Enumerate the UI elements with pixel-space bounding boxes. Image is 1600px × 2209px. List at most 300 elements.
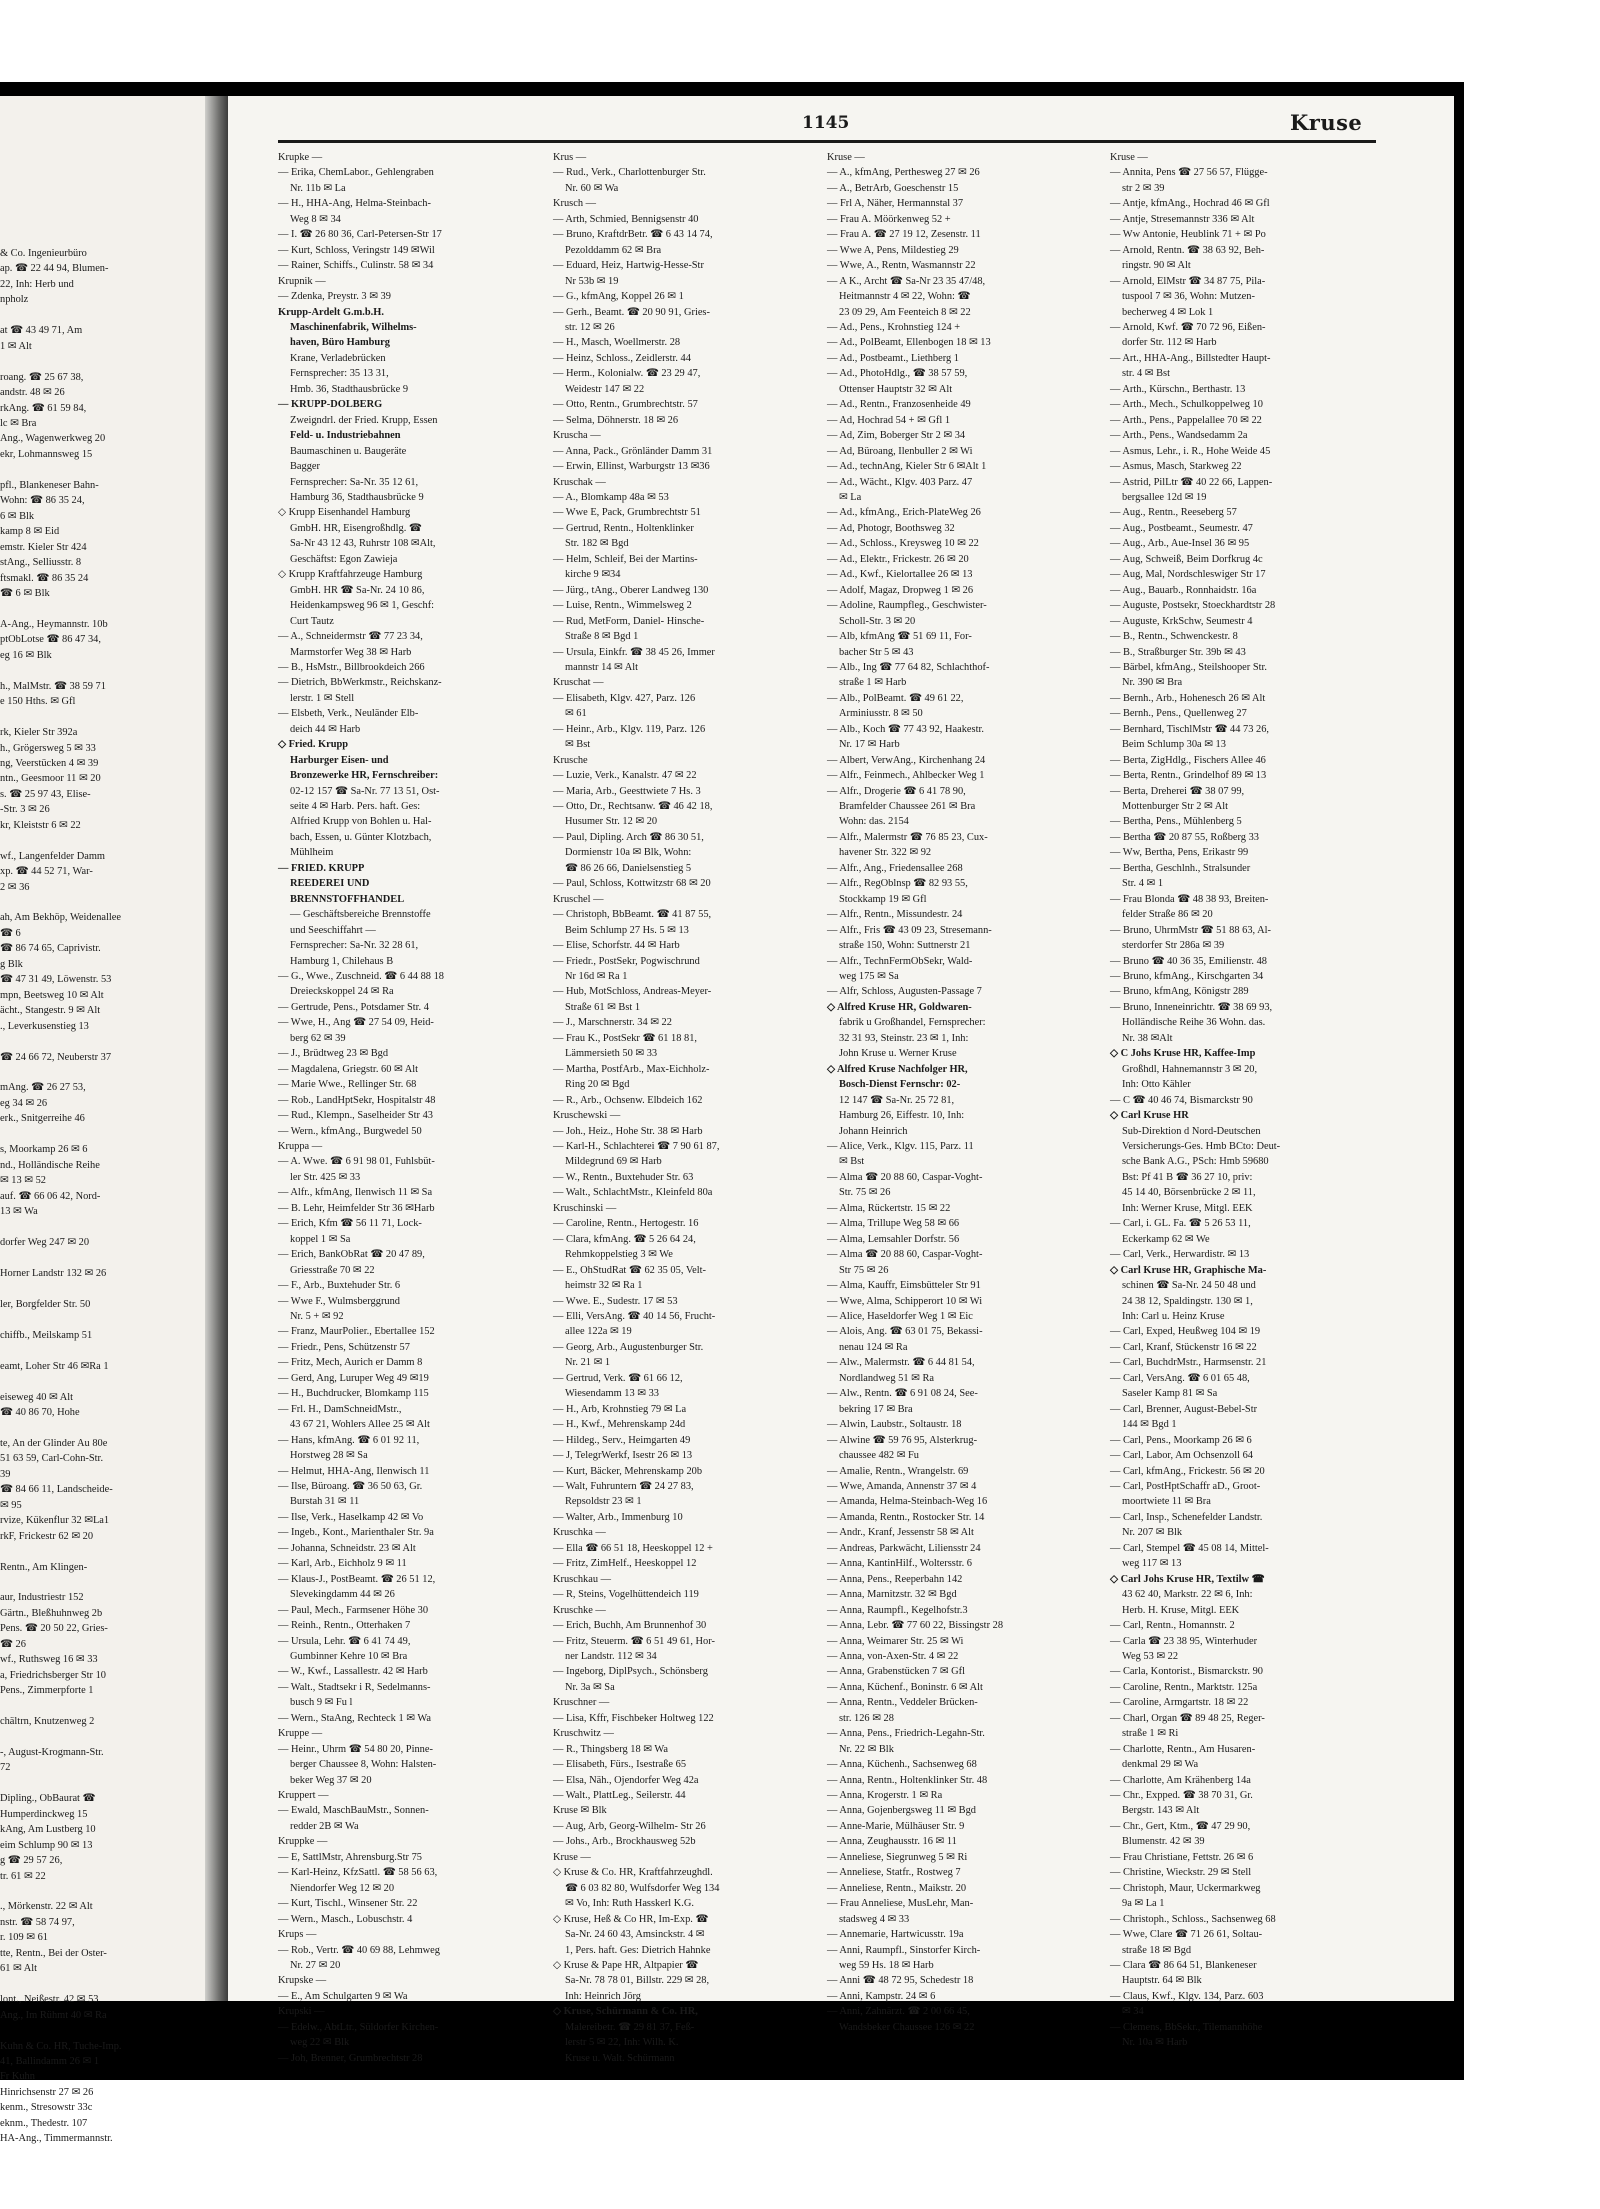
directory-entry-line: — Anna, Pens., Friedrich-Legahn-Str. [827,1728,985,1740]
left-fragment-line: -Str. 3 ✉ 26 [0,804,50,816]
directory-entry-line: Kruppke — [278,1836,328,1848]
directory-entry-line: — R, Steins, Vogelhüttendeich 119 [553,1589,699,1601]
directory-entry-line: — Caroline, Rentn., Marktstr. 125a [1110,1681,1258,1693]
directory-entry-line: Krupp-Ardelt G.m.b.H. [278,306,384,318]
directory-entry-line: Heidenkampsweg 96 ✉ 1, Geschf: [290,600,435,612]
left-fragment-line [0,462,200,477]
directory-entry-line: Kruschke — [553,1604,606,1616]
directory-column-1 [278,150,544,2066]
left-fragment-line: ☎ 86 74 65, Caprivistr. [0,943,101,955]
directory-entry-line: — Ad., Rentn., Franzosenheide 49 [827,399,971,411]
directory-entry-line: — B., HsMstr., Billbrookdeich 266 [278,661,425,673]
directory-entry-line: — Joh., Heiz., Hohe Str. 38 ✉ Harb [553,1125,703,1137]
left-fragment-line: lont., Neißestr. 42 ✉ 53 [0,1994,99,2006]
left-fragment-line: andstr. 48 ✉ 26 [0,387,65,399]
directory-entry-line: Johann Heinrich [839,1125,908,1137]
directory-entry-line: — Aug., Bauarb., Ronnhaidstr. 16a [1110,584,1257,596]
directory-entry-line: — Anni ☎ 48 72 95, Schedestr 18 [827,1975,974,1987]
directory-entry-line: — Ella ☎ 66 51 18, Heeskoppel 12 + [553,1542,713,1554]
directory-entry-line: — Carl, Labor, Am Ochsenzoll 64 [1110,1450,1254,1462]
directory-entry-line: — Carl, BuchdrMstr., Harmsenstr. 21 [1110,1357,1267,1369]
directory-entry-line: — Aug., Arb., Aue-Insel 36 ✉ 95 [1110,538,1250,550]
left-fragment-line: rvize, Kükenflur 32 ✉La1 [0,1515,110,1527]
directory-entry-line: — Arth., Pens., Pappelallee 70 ✉ 22 [1110,414,1262,426]
directory-entry-line: — Fritz, ZimHelf., Heeskoppel 12 [553,1558,697,1570]
left-fragment-line: ☎ 26 [0,1638,26,1650]
directory-entry-line: Bst: Pf 41 B ☎ 36 27 10, priv: [1122,1171,1253,1183]
directory-entry-line: str. 4 ✉ Bst [1122,368,1170,380]
directory-entry-line: Lämmersieth 50 ✉ 33 [565,1048,658,1060]
page-number: 1145 [802,113,850,133]
left-fragment-line: erk., Snitgerreihe 46 [0,1113,85,1125]
left-fragment-line: 39 [0,1468,11,1480]
left-fragment-line: ✉ 13 ✉ 52 [0,1175,46,1187]
directory-entry-line: Dormienstr 10a ✉ Blk, Wohn: [565,847,692,859]
directory-entry-line: Str 75 ✉ 26 [839,1264,889,1276]
directory-entry-line: — Ad, Zim, Boberger Str 2 ✉ 34 [827,430,966,442]
directory-entry-line: Bergstr. 143 ✉ Alt [1122,1805,1200,1817]
directory-entry-line: Blumenstr. 42 ✉ 39 [1122,1836,1205,1848]
directory-entry-line: — Frl. H., DamSchneidMstr., [278,1403,402,1415]
directory-entry-line: bach, Essen, u. Günter Klotzbach, [290,831,432,843]
directory-entry-line: Sa-Nr. 78 78 01, Billstr. 229 ✉ 28, [565,1975,710,1987]
directory-column-2 [553,150,819,2066]
directory-entry-line: — Friedr., Pens, Schützenstr 57 [278,1341,410,1353]
directory-entry-line: — Andreas, Parkwächt, Liliensstr 24 [827,1542,981,1554]
directory-entry-line: Krupke — [278,152,323,163]
directory-entry-line: str 2 ✉ 39 [1122,182,1165,194]
directory-entry-line: ner Landstr. 112 ✉ 34 [565,1650,657,1662]
directory-entry-line: — Alma, Rückertstr. 15 ✉ 22 [827,1202,951,1214]
directory-entry-line: — H., Arb, Krohnstieg 79 ✉ La [553,1403,687,1415]
directory-entry-line: — Ad., technAng, Kieler Str 6 ✉Alt 1 [827,461,987,473]
left-fragment-line [0,1420,200,1435]
directory-entry-line: — Carla, Kontorist., Bismarckstr. 90 [1110,1666,1263,1678]
directory-entry-line: — Maria, Arb., Geesttwiete 7 Hs. 3 [553,785,701,797]
directory-entry-line: — Walt, Fuhruntern ☎ 24 27 83, [553,1480,694,1492]
left-fragment-line: tr. 61 ✉ 22 [0,1870,46,1882]
left-fragment-line: Fr Kuhn [0,2071,35,2083]
left-fragment-line: ☎ 84 66 11, Landscheide- [0,1484,113,1496]
directory-entry-line: — Anna, Rentn., Veddeler Brücken- [827,1697,978,1709]
directory-entry-line: — Aug, Arb, Georg-Wilhelm- Str 26 [553,1820,706,1832]
directory-entry-line: ◇ Alfred Kruse HR, Goldwaren- [827,1001,972,1013]
directory-entry-line: Kruschka — [553,1527,606,1539]
left-fragment-line: ptObLotse ☎ 86 47 34, [0,634,101,646]
directory-entry-line: straße 1 ✉ Ri [1122,1728,1179,1740]
left-page-fragment [0,96,205,2145]
directory-entry-line: str. 12 ✉ 26 [565,321,615,333]
directory-entry-line: Nr. 17 ✉ Harb [839,739,900,751]
directory-entry-line: — Alfr., Drogerie ☎ 6 41 78 90, [827,785,966,797]
directory-entry-line: Mildegrund 69 ✉ Harb [565,1156,662,1168]
directory-entry-line: — Alb, kfmAng ☎ 51 69 11, For- [827,631,972,643]
directory-entry-line: bacher Str 5 ✉ 43 [839,646,914,658]
directory-entry-line: — Ad., Wächt., Klgv. 403 Parz. 47 [827,476,973,488]
directory-entry-line: Bronzewerke HR, Fernschreiber: [290,770,439,782]
left-fragment-line: npholz [0,294,29,306]
directory-entry-line: Eckerkamp 62 ✉ We [1122,1233,1210,1245]
left-fragment-line: pfl., Blankeneser Bahn- [0,479,99,491]
directory-entry-line: — Ad., PhotoHdlg., ☎ 38 57 59, [827,368,968,380]
directory-entry-line: — Ad, Büroang, Ilenbuller 2 ✉ Wi [827,445,973,457]
directory-entry-line: ✉ Bst [565,739,591,751]
directory-entry-line: koppel 1 ✉ Sa [290,1233,351,1245]
directory-entry-line: — Rud., Klempn., Saselheider Str 43 [278,1110,433,1122]
directory-entry-line: Inh: Otto Kähler [1122,1079,1191,1091]
directory-entry-line: Kruscha — [553,430,601,442]
directory-entry-line: ◇ Krupp Eisenhandel Hamburg [278,507,411,519]
directory-entry-line: Krusche [553,754,588,766]
directory-entry-line: Bagger [290,461,321,473]
directory-entry-line: redder 2B ✉ Wa [290,1820,359,1832]
directory-entry-line: Kruse — [1110,152,1148,163]
directory-entry-line: — Elli, VersAng. ☎ 40 14 56, Frucht- [553,1310,716,1322]
left-fragment-line [0,2193,200,2208]
directory-entry-line: weg 175 ✉ Sa [839,971,899,983]
directory-entry-line: — Anneliese, Statfr., Rostweg 7 [827,1867,961,1879]
directory-entry-line: — Wwe F., Wulmsberggrund [278,1295,400,1307]
directory-entry-line: — Ad., Postbeamt., Liethberg 1 [827,352,959,364]
directory-entry-line: — Gertrud, Verk. ☎ 61 66 12, [553,1372,683,1384]
directory-entry-line: ◇ Fried. Krupp [278,739,349,751]
directory-entry-line: — Ad., Schloss., Kreysweg 10 ✉ 22 [827,538,979,550]
directory-entry-line: Feld- u. Industriebahnen [290,430,401,442]
directory-entry-line: tuspool 7 ✉ 36, Wohn: Mutzen- [1122,291,1255,303]
directory-entry-line: Niendorfer Weg 12 ✉ 20 [290,1882,395,1894]
left-fragment-line: Rentn., Am Klingen- [0,1561,88,1573]
directory-entry-line: — H., Kwf., Mehrenskamp 24d [553,1419,686,1431]
directory-entry-line: 1, Pers. haft. Ges: Dietrich Hahnke [565,1944,711,1956]
directory-entry-line: — Carl, Rentn., Homannstr. 2 [1110,1620,1235,1632]
directory-entry-line: — A K., Archt ☎ Sa-Nr 23 35 47/48, [827,275,986,287]
directory-entry-line: — Karl, Arb., Eichholz 9 ✉ 11 [278,1558,407,1570]
directory-entry-line: stadsweg 4 ✉ 33 [839,1913,910,1925]
directory-entry-line: — Chr., Gert, Ktm., ☎ 47 29 90, [1110,1820,1251,1832]
left-fragment-line [0,710,200,725]
directory-entry-line: — A. Wwe. ☎ 6 91 98 01, Fuhlsbüt- [278,1156,435,1168]
directory-entry-line: — Anni, Kampstr. 24 ✉ 6 [827,1990,936,2002]
directory-entry-line: GmbH. HR ☎ Sa-Nr. 24 10 86, [290,584,425,596]
directory-entry-line: felder Straße 86 ✉ 20 [1122,909,1213,921]
directory-entry-line: Arminiusstr. 8 ✉ 50 [839,708,923,720]
directory-entry-line: — Anna, Grabenstücken 7 ✉ Gfl [827,1666,965,1678]
directory-entry-line: straße 1 ✉ Harb [839,677,907,689]
directory-entry-line: — F., Arb., Buxtehuder Str. 6 [278,1280,401,1292]
directory-entry-line: — Berta, Rentn., Grindelhof 89 ✉ 13 [1110,770,1267,782]
left-fragment-line [0,1220,200,1235]
directory-entry-line: — Heinr., Arb., Klgv. 119, Parz. 126 [553,723,706,735]
left-fragment-line: g ☎ 29 57 26, [0,1855,63,1867]
directory-entry-line: — Marie Wwe., Rellinger Str. 68 [278,1079,417,1091]
left-fragment-line: eg 16 ✉ Blk [0,649,52,661]
directory-entry-line: Mühlheim [290,847,334,859]
directory-entry-line: — Bernh., Pens., Quellenweg 27 [1110,708,1247,720]
left-fragment-line: ntn., Geesmoor 11 ✉ 20 [0,773,101,785]
directory-entry-line: — Caroline, Rentn., Hertogestr. 16 [553,1218,699,1230]
directory-entry-line: moortwiete 11 ✉ Bra [1122,1496,1211,1508]
directory-entry-line: Stockkamp 19 ✉ Gfl [839,893,927,905]
directory-entry-line: — Bruno, UhrmMstr ☎ 51 88 63, Al- [1110,924,1272,936]
directory-entry-line: — Anna, Pack., Grönländer Damm 31 [553,445,713,457]
directory-entry-line: — Ilse, Verk., Haselkamp 42 ✉ Vo [278,1511,424,1523]
left-fragment-line: 41, Ballindamm 26 ✉ 1 [0,2056,100,2068]
directory-entry-line: — Karl-Heinz, KfzSattl. ☎ 58 56 63, [278,1867,438,1879]
left-fragment-line: & Co. Ingenieurbüro [0,248,87,259]
left-fragment-line [0,1776,200,1791]
directory-entry-line: Horstweg 28 ✉ Sa [290,1450,368,1462]
directory-entry-line: — Claus, Kwf., Klgv. 134, Parz. 603 [1110,1990,1264,2002]
directory-entry-line: — J, TelegrWerkf, Isestr 26 ✉ 13 [553,1450,693,1462]
directory-entry-line: Wohn: das. 2154 [839,816,909,828]
directory-entry-line: — Anna, Marnitzstr. 32 ✉ Bgd [827,1589,957,1601]
directory-entry-line: mannstr 14 ✉ Alt [565,661,639,673]
directory-entry-line: — Frl A, Näher, Hermannstal 37 [827,198,964,210]
left-fragment-line: Pens., Zimmerpforte 1 [0,1685,94,1697]
directory-entry-line: Sa-Nr 43 12 43, Ruhrstr 108 ✉Alt, [290,538,436,550]
directory-entry-line: — A., kfmAng, Perthesweg 27 ✉ 26 [827,167,980,179]
directory-entry-line: — Lisa, Kffr, Fischbeker Holtweg 122 [553,1712,714,1724]
directory-entry-line: — Wwe, A., Rentn, Wasmannstr 22 [827,260,976,272]
directory-entry-line: Bosch-Dienst Fernschr: 02- [839,1079,961,1091]
left-fragment-line: chiffb., Meilskamp 51 [0,1329,93,1341]
directory-entry-line: Alfried Krupp von Bohlen u. Hal- [290,816,432,828]
directory-entry-line: straße 150, Wohn: Suttnerstr 21 [839,940,971,952]
directory-entry-line: — Astrid, PilLtr ☎ 40 22 66, Lappen- [1110,476,1273,488]
directory-entry-line: — Frau Christiane, Fettstr. 26 ✉ 6 [1110,1851,1254,1863]
left-fragment-line: ☎ 6 ✉ Blk [0,587,50,599]
left-fragment-line: aur, Industriestr 152 [0,1592,84,1604]
directory-entry-line: — Alb., Ing ☎ 77 64 82, Schlachthof- [827,661,990,673]
directory-entry-line: weg 117 ✉ 13 [1122,1558,1182,1570]
left-fragment-line: r. 109 ✉ 61 [0,1932,48,1944]
directory-entry-line: — Paul, Schloss, Kottwitzstr 68 ✉ 20 [553,878,711,890]
directory-entry-line: — E, SattlMstr, Ahrensburg.Str 75 [278,1851,422,1863]
directory-entry-line: — Carl, Kranf, Stückenstr 16 ✉ 22 [1110,1341,1257,1353]
left-fragment-line: ftsmakl. ☎ 86 35 24 [0,572,89,584]
directory-entry-line: — Arth., Mech., Schulkoppelweg 10 [1110,399,1263,411]
directory-entry-line: — Wwe, Amanda, Annenstr 37 ✉ 4 [827,1480,977,1492]
directory-entry-line: bergsallee 12d ✉ 19 [1122,491,1207,503]
directory-entry-line: Str. 4 ✉ 1 [1122,878,1164,890]
left-fragment-line [0,1544,200,1559]
directory-entry-line: — Frau Blonda ☎ 48 38 93, Breiten- [1110,893,1269,905]
directory-entry-line: Nr. 390 ✉ Bra [1122,677,1183,689]
directory-entry-line: — H., Masch, Woellmerstr. 28 [553,337,681,349]
directory-entry-line: Nr. 38 ✉Alt [1122,1032,1173,1044]
left-fragment-line: s. ☎ 25 97 43, Elise- [0,788,91,800]
left-fragment-line [0,308,200,323]
directory-entry-line: — Joh, Brenner, Grumbrechtstr 28 [278,2052,423,2064]
directory-entry-line: — Anna, Küchenh., Sachsenweg 68 [827,1759,977,1771]
left-fragment-line [0,2178,200,2193]
directory-entry-line: Weidestr 147 ✉ 22 [565,383,645,395]
directory-entry-line: — Zdenka, Preystr. 3 ✉ 39 [278,291,391,303]
directory-entry-line: — Bertha, Pens., Mühlenberg 5 [1110,816,1242,828]
directory-entry-line: — Clara, kfmAng. ☎ 5 26 64 24, [553,1233,696,1245]
directory-entry-line: — Selma, Döhnerstr. 18 ✉ 26 [553,414,679,426]
directory-entry-line: — Bärbel, kfmAng., Steilshooper Str. [1110,661,1268,673]
directory-entry-line: Saseler Kamp 81 ✉ Sa [1122,1388,1218,1400]
left-fragment-line [0,1699,200,1714]
directory-entry-line: busch 9 ✉ Fu l [290,1697,353,1709]
left-fragment-line [0,1343,200,1358]
directory-entry-line: — Andr., Kranf, Jessenstr 58 ✉ Alt [827,1527,974,1539]
directory-entry-line: — Anna, Küchenf., Boninstr. 6 ✉ Alt [827,1681,983,1693]
directory-entry-line: Beim Schlump 27 Hs. 5 ✉ 13 [565,924,689,936]
directory-entry-line: — Carl, VersAng. ☎ 6 01 65 48, [1110,1372,1250,1384]
directory-entry-line: — Bruno, kfmAng., Kirschgarten 34 [1110,971,1264,983]
directory-entry-line: havener Str. 322 ✉ 92 [839,847,932,859]
directory-entry-line: Sub-Direktion d Nord-Deutschen [1122,1125,1261,1137]
directory-entry-line: — Rud., Verk., Charlottenburger Str. [553,167,706,179]
directory-entry-line: heimstr 32 ✉ Ra 1 [565,1280,643,1292]
left-fragment-line [0,1575,200,1590]
directory-entry-line: — Ad, Hochrad 54 + ✉ Gfl 1 [827,414,951,426]
directory-entry-line: — Ad., PolBeamt, Ellenbogen 18 ✉ 13 [827,337,991,349]
directory-entry-line: — Charl, Organ ☎ 89 48 25, Reger- [1110,1712,1265,1724]
left-fragment-line [0,833,200,848]
left-fragment-line: ☎ 40 86 70, Hohe [0,1406,80,1418]
left-fragment-line [0,1250,200,1265]
directory-entry-line: — H., Buchdrucker, Blomkamp 115 [278,1388,429,1400]
left-fragment-line: kr, Kleiststr 6 ✉ 22 [0,819,81,831]
directory-entry-line: Kruse u. Walt. Schürmann [565,2052,675,2064]
directory-entry-line: Hamburg 36, Stadthausbrücke 9 [290,491,424,503]
left-fragment-line [0,1281,200,1296]
directory-entry-line: — Amalie, Rentn., Wrangelstr. 69 [827,1465,969,1477]
left-fragment-line: h., MalMstr. ☎ 38 59 71 [0,680,106,692]
left-fragment-line [0,2147,200,2162]
directory-entry-line: — Antje, Stresemannstr 336 ✉ Alt [1110,213,1255,225]
directory-entry-line: becherweg 4 ✉ Lok 1 [1122,306,1214,318]
directory-entry-line: — Annemarie, Hartwicusstr. 19a [827,1929,964,1941]
directory-entry-line: — Aug., Rentn., Reeseberg 57 [1110,507,1237,519]
left-fragment-line: eim Schlump 90 ✉ 13 [0,1839,93,1851]
directory-entry-line: — Klaus-J., PostBeamt. ☎ 26 51 12, [278,1573,436,1585]
directory-entry-line: — W., Rentn., Buxtehuder Str. 63 [553,1171,694,1183]
directory-entry-line: — Adoline, Raumpfleg., Geschwister- [827,600,987,612]
directory-entry-line: — Anna, Raumpfl., Kegelhofstr.3 [827,1604,968,1616]
directory-entry-line: weg 59 Hs. 18 ✉ Harb [839,1960,934,1972]
directory-entry-line: 23 09 29, Am Feenteich 8 ✉ 22 [839,306,971,318]
directory-entry-line: — Otto, Rentn., Grumbrechtstr. 57 [553,399,698,411]
directory-entry-line: Kruse ✉ Blk [553,1805,607,1817]
directory-entry-line: — Erwin, Ellinst, Warburgstr 13 ✉36 [553,461,710,473]
directory-entry-line: — Alma, Lemsahler Dorfstr. 56 [827,1233,960,1245]
directory-entry-line: nenau 124 ✉ Ra [839,1341,908,1353]
directory-entry-line: — Alice, Haseldorfer Weg 1 ✉ Eic [827,1310,973,1322]
left-fragment-line: eiseweg 40 ✉ Alt [0,1391,74,1403]
directory-entry-line: — Carl, Stempel ☎ 45 08 14, Mittel- [1110,1542,1269,1554]
directory-entry-line: Fernsprecher: Sa-Nr. 35 12 61, [290,476,419,488]
left-fragment-line: kenm., Stresowstr 33c [0,2102,93,2114]
directory-entry-line: Mottenburger Str 2 ✉ Alt [1122,801,1229,813]
directory-entry-line: Maschinenfabrik, Wilhelms- [290,321,417,333]
directory-entry-line: — Hildeg., Serv., Heimgarten 49 [553,1434,691,1446]
directory-entry-line: — Carl, PostHptSchaffr aD., Groot- [1110,1480,1261,1492]
directory-entry-line: — Frau K., PostSekr ☎ 61 18 81, [553,1032,697,1044]
directory-entry-line: Curt Tautz [290,615,334,627]
directory-entry-line: Nordlandweg 51 ✉ Ra [839,1372,934,1384]
directory-entry-line: ◇ Krupp Kraftfahrzeuge Hamburg [278,569,423,581]
directory-entry-line: — Alice, Verk., Klgv. 115, Parz. 11 [827,1141,974,1152]
directory-entry-line: — Anneliese, Siegrunweg 5 ✉ Ri [827,1851,968,1863]
directory-entry-line: — Alw., Malermstr. ☎ 6 44 81 54, [827,1357,975,1369]
directory-entry-line: Marmstorfer Weg 38 ✉ Harb [290,646,412,658]
directory-entry-line: Kruppe — [278,1728,323,1740]
directory-entry-line: ✉ Bst [839,1156,865,1168]
directory-entry-line: Kruppa — [278,1141,323,1152]
directory-entry-line: — KRUPP-DOLBERG [278,399,383,411]
left-fragment-line: ler, Borgfelder Str. 50 [0,1298,91,1310]
directory-entry-line: Griesstraße 70 ✉ 22 [290,1264,375,1276]
directory-entry-line: — Christoph., Schloss., Sachsenweg 68 [1110,1913,1276,1925]
left-fragment-line [0,895,200,910]
directory-entry-line: — Hans, kfmAng. ☎ 6 01 92 11, [278,1434,420,1446]
left-fragment-line: Ang., Im Rühmt 40 ✉ Ra [0,2009,107,2021]
directory-entry-line: Str. 75 ✉ 26 [839,1187,891,1199]
directory-entry-line: — Auguste, KrkSchw, Seumestr 4 [1110,615,1253,627]
directory-entry-line: 144 ✉ Bgd 1 [1122,1419,1177,1431]
directory-entry-line: — Walt., SchlachtMstr., Kleinfeld 80a [553,1187,713,1199]
directory-entry-line: — Ilse, Büroang. ☎ 36 50 63, Gr. [278,1480,423,1492]
directory-entry-line: — Wwe, Clare ☎ 71 26 61, Soltau- [1110,1929,1263,1941]
left-fragment-line: Ang., Wagenwerkweg 20 [0,433,106,445]
directory-entry-line: — Christine, Wieckstr. 29 ✉ Stell [1110,1867,1252,1879]
directory-entry-line: — E., OhStudRat ☎ 62 35 05, Velt- [553,1264,707,1276]
directory-entry-line: — Alw., Rentn. ☎ 6 91 08 24, See- [827,1388,978,1400]
directory-entry-line: — Paul, Dipling. Arch ☎ 86 30 51, [553,831,704,843]
directory-entry-line: allee 122a ✉ 19 [565,1326,632,1338]
directory-entry-line: — Wern., kfmAng., Burgwedel 50 [278,1125,422,1137]
directory-entry-line: — Ursula, Einkfr. ☎ 38 45 26, Immer [553,646,715,658]
directory-entry-line: — Ad., Pens., Krohnstieg 124 + [827,321,961,333]
directory-entry-line: 32 31 93, Steinstr. 23 ✉ 1, Inh: [839,1032,969,1044]
running-head: Kruse [1290,110,1363,135]
directory-entry-line: — Alb., PolBeamt. ☎ 49 61 22, [827,692,964,704]
directory-entry-line: — Art., HHA-Ang., Billstedter Haupt- [1110,352,1271,364]
directory-entry-line: — Alfr., kfmAng, Ilenwisch 11 ✉ Sa [278,1187,433,1199]
left-fragment-line: 2 ✉ 36 [0,881,30,893]
directory-entry-line: — Ingeb., Kont., Marienthaler Str. 9a [278,1527,434,1539]
left-fragment-line: 22, Inh: Herb und [0,278,74,290]
directory-entry-line: straße 18 ✉ Bgd [1122,1944,1192,1956]
directory-entry-line: — Kurt, Schloss, Veringstr 149 ✉Wil [278,244,435,256]
directory-entry-line: — Hub, MotSchloss, Andreas-Meyer- [553,986,712,998]
directory-entry-line: — Carl, Brenner, August-Bebel-Str [1110,1403,1258,1415]
directory-entry-line: — Rud, MetForm, Daniel- Hinsche- [553,615,705,627]
directory-entry-line: Hauptstr. 64 ✉ Blk [1122,1975,1202,1987]
left-fragment-line: e 150 Hths. ✉ Gfl [0,696,76,708]
directory-entry-line: str. 126 ✉ 28 [839,1712,894,1724]
directory-entry-line: Beim Schlump 30a ✉ 13 [1122,739,1226,751]
directory-entry-line: haven, Büro Hamburg [290,337,390,349]
directory-entry-line: ◇ Carl Kruse HR [1110,1110,1189,1122]
directory-entry-line: — Asmus, Lehr., i. R., Hohe Weide 45 [1110,445,1271,457]
directory-entry-line: — Bruno, Inneneinrichtr. ☎ 38 69 93, [1110,1001,1273,1013]
directory-entry-line: — Rob., LandHptSekr, Hospitalstr 48 [278,1094,436,1106]
directory-entry-line: 45 14 40, Börsenbrücke 2 ✉ 11, [1122,1187,1256,1199]
directory-entry-line: Heitmannstr 4 ✉ 22, Wohn: ☎ [839,291,971,303]
directory-entry-line: — Carla ☎ 23 38 95, Winterhuder [1110,1635,1258,1647]
directory-entry-line: — Alfr., Malermstr ☎ 76 85 23, Cux- [827,831,988,843]
directory-entry-line: 43 67 21, Wohlers Allee 25 ✉ Alt [290,1419,430,1431]
left-fragment-line: mpn, Beetsweg 10 ✉ Alt [0,989,104,1001]
left-fragment-line: ng, Veerstücken 4 ✉ 39 [0,757,99,769]
directory-entry-line: 12 147 ☎ Sa-Nr. 25 72 81, [839,1094,955,1106]
directory-entry-line: — Martha, PostfArb., Max-Eichholz- [553,1063,710,1075]
